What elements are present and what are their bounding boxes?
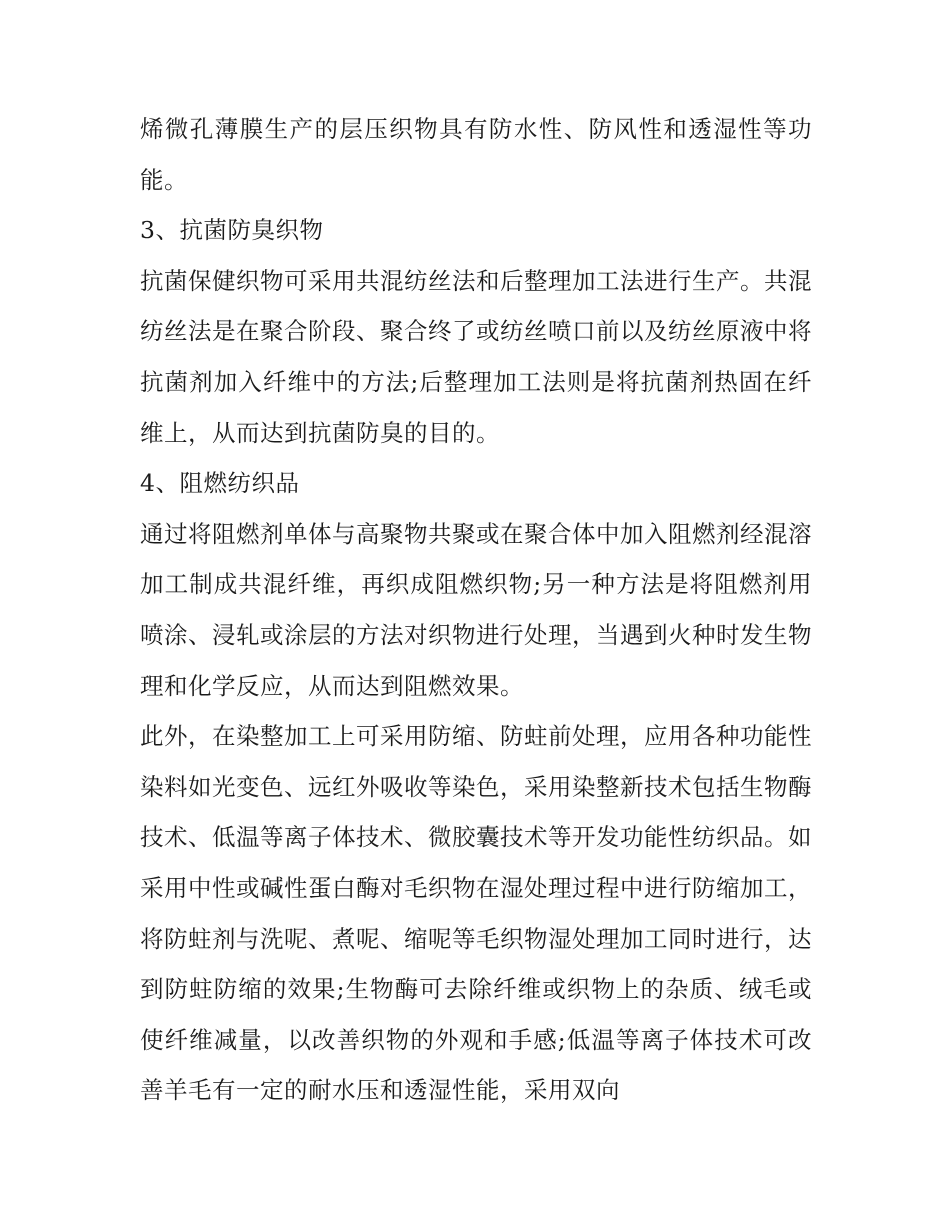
paragraph-dyeing-finishing: 此外，在染整加工上可采用防缩、防蛀前处理，应用各种功能性染料如光变色、远红外吸收等染色，采用染整新技术包括生物酶技术、低温等离子体技术、微胶囊技术等开发功能性纺织品。如采用中性或碱性蛋白酶对毛织物在湿处理过程中进行防缩加工，将防蛀剂与洗呢、煮呢、缩呢等毛织物湿处理加工同时进行，达到防蛀防缩的效果;生物酶可去除纤维或织物上的杂质、绒毛或使纤维减量，以改善织物的外观和手感;低温等离子体技术可改善羊毛有一定的耐水压和透湿性能，采用双向 — [140, 722, 812, 1105]
heading-flame-retardant: 4、阻燃纺织品 — [140, 469, 300, 498]
paragraph-antibacterial: 抗菌保健织物可采用共混纺丝法和后整理加工法进行生产。共混纺丝法是在聚合阶段、聚合终了或纺丝喷口前以及纺丝原液中将抗菌剂加入纤维中的方法;后整理加工法则是将抗菌剂热固在纤维上，从而达到抗菌防臭的目的。 — [140, 266, 812, 447]
paragraph-laminated-fabric: 烯微孔薄膜生产的层压织物具有防水性、防风性和透湿性等功能。 — [140, 115, 812, 194]
heading-antibacterial-fabric: 3、抗菌防臭织物 — [140, 216, 324, 245]
document-page — [140, 104, 812, 1116]
paragraph-flame-retardant: 通过将阻燃剂单体与高聚物共聚或在聚合体中加入阻燃剂经混溶加工制成共混纤维，再织成阻燃织物;另一种方法是将阻燃剂用喷涂、浸轧或涂层的方法对织物进行处理，当遇到火种时发生物理和化学反应，从而达到阻燃效果。 — [140, 519, 812, 700]
